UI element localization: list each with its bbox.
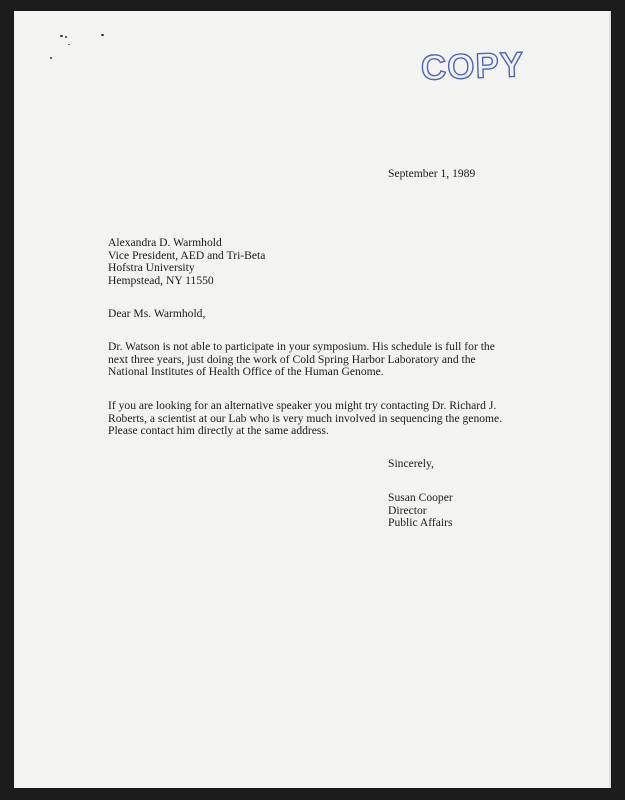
paragraph-line: Please contact him directly at the same address. bbox=[108, 424, 329, 437]
signature-line: Director bbox=[388, 503, 427, 517]
letter-page bbox=[14, 11, 611, 788]
speck bbox=[101, 34, 104, 36]
paragraph-line: Dr. Watson is not able to participate in your symposium. His schedule is full for the bbox=[108, 340, 495, 353]
speck bbox=[68, 44, 70, 45]
salutation: Dear Ms. Warmhold, bbox=[108, 307, 206, 320]
closing: Sincerely, bbox=[388, 457, 434, 470]
page-edge bbox=[609, 11, 611, 788]
paragraph-line: If you are looking for an alternative speaker you might try contacting Dr. Richard J. bbox=[108, 399, 497, 412]
paragraph-line: Roberts, a scientist at our Lab who is very much involved in sequencing the genome. bbox=[108, 411, 503, 425]
recipient-line: Hofstra University bbox=[108, 261, 195, 274]
recipient-line: Alexandra D. Warmhold bbox=[108, 236, 222, 249]
speck bbox=[50, 57, 52, 59]
signature-line: Public Affairs bbox=[388, 516, 453, 529]
recipient-line: Hempstead, NY 11550 bbox=[108, 273, 214, 287]
signature-line: Susan Cooper bbox=[388, 491, 453, 504]
recipient-line: Vice President, AED and Tri-Beta bbox=[108, 248, 266, 262]
speck bbox=[65, 36, 67, 38]
letter-date: September 1, 1989 bbox=[388, 167, 476, 180]
speck bbox=[60, 35, 63, 37]
copy-stamp: COPY bbox=[420, 45, 525, 88]
paragraph-line: National Institutes of Health Office of the Human Genome. bbox=[108, 365, 384, 378]
paragraph-line: next three years, just doing the work of Cold Spring Harbor Laboratory and the bbox=[108, 352, 476, 366]
